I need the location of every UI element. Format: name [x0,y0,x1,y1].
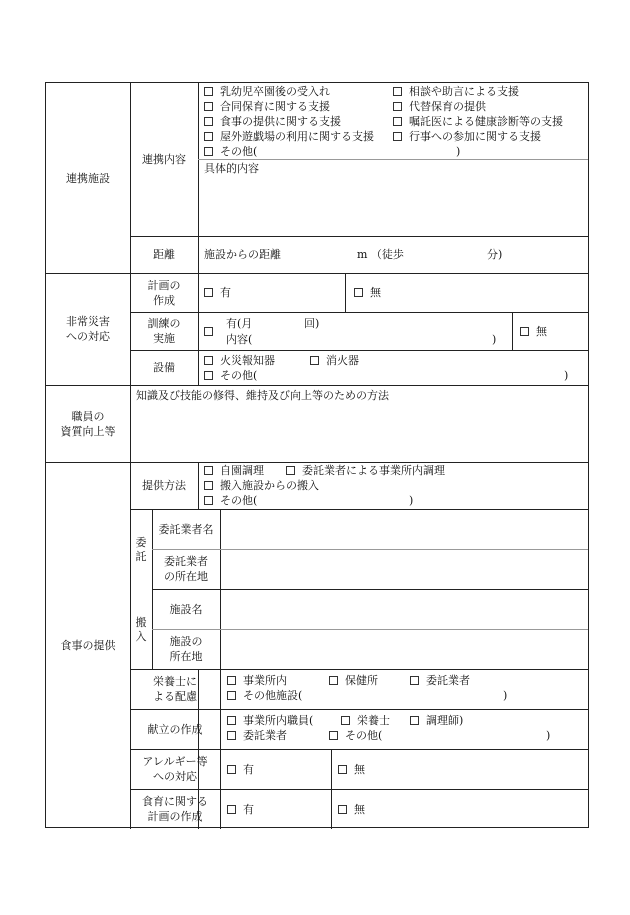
form-table [45,82,589,828]
plan-label: 計画の 作成 [147,278,181,307]
hijo-label: 非常災害 への対応 [66,315,110,343]
grid-line [130,236,588,237]
renkei-item-6[interactable]: 嘱託医による健康診断等の支援 [393,114,563,129]
grid-line [130,312,588,313]
equipment-other-option[interactable]: その他( [204,368,257,383]
grid-line [198,159,588,160]
eiyo-option-3[interactable]: 委託業者 [410,673,470,688]
itaku-location-label: 委託業者 の所在地 [164,555,208,583]
kondate-other-option[interactable]: その他( [329,728,382,743]
kondate-chori-option[interactable]: 調理師) [410,713,463,728]
checkbox-icon [329,676,338,685]
renkei-item-8[interactable]: 行事への参加に関する支援 [393,129,541,144]
shokuiku-label: 食育に関する 計画の作成 [142,795,208,823]
renkei-item-2[interactable]: 相談や助言による支援 [393,84,519,99]
renkei-item-other[interactable]: その他( [204,144,257,159]
grid-line [512,312,513,350]
checkbox-icon [329,731,338,740]
method-other-close: ) [409,494,414,507]
renkei-item-7[interactable]: 屋外遊戯場の利用に関する支援 [204,129,374,144]
allergy-yes-option[interactable]: 有 [227,762,254,777]
grid-line [331,749,332,829]
checkbox-icon [204,288,213,297]
shokuiku-yes-option[interactable]: 有 [227,802,254,817]
training-content: 内容( [226,333,253,346]
checkbox-icon [204,371,213,380]
kondate-label: 献立の作成 [147,722,203,736]
eiyo-option-1[interactable]: 事業所内 [227,673,287,688]
training-no-option[interactable]: 無 [520,324,547,339]
method-option-4[interactable]: その他( [204,493,257,508]
checkbox-icon [393,87,402,96]
renkei-item-4[interactable]: 代替保育の提供 [393,99,486,114]
kondate-staff-option[interactable]: 事業所内職員( [227,713,313,728]
renkei-item-3[interactable]: 合同保育に関する支援 [204,99,330,114]
training-yes-month: 有(月 [226,317,253,330]
renkei-detail-label: 具体的内容 [204,162,259,175]
method-label: 提供方法 [142,479,186,492]
fire-alarm-option[interactable]: 火災報知器 [204,353,275,368]
checkbox-icon [204,356,213,365]
hannyu-location-label: 施設の 所在地 [169,635,203,663]
allergy-no-option[interactable]: 無 [338,762,365,777]
checkbox-icon [204,496,213,505]
checkbox-icon [410,676,419,685]
checkbox-icon [393,102,402,111]
training-label: 訓練の 実施 [147,317,181,345]
checkbox-icon [227,765,236,774]
checkbox-icon [520,327,529,336]
training-yes-checkbox[interactable] [204,324,220,339]
eiyo-other-close: ) [503,689,508,702]
training-content-close: ) [492,333,497,346]
renkei-other-close: ) [456,145,461,158]
renkei-item-5[interactable]: 食事の提供に関する支援 [204,114,341,129]
method-option-2[interactable]: 委託業者による事業所内調理 [286,463,445,478]
kondate-itaku-option[interactable]: 委託業者 [227,728,287,743]
equipment-label: 設備 [153,361,175,374]
shokuin-text: 知識及び技能の修得、維持及び向上等のための方法 [136,389,389,402]
shokuiku-no-option[interactable]: 無 [338,802,365,817]
method-option-3[interactable]: 搬入施設からの搬入 [204,478,319,493]
checkbox-icon [204,102,213,111]
hannyu-name-label: 施設名 [169,602,203,616]
itaku-char-2: 託 [135,550,147,563]
hannyu-char-1: 搬 [135,616,147,629]
method-option-1[interactable]: 自園調理 [204,463,264,478]
eiyo-option-2[interactable]: 保健所 [329,673,378,688]
renkei-item-1[interactable]: 乳幼児卒園後の受入れ [204,84,330,99]
distance-minutes: 分) [487,248,503,261]
checkbox-icon [204,132,213,141]
eiyo-label: 栄養士に よる配慮 [153,675,197,703]
grid-line [198,83,199,385]
grid-line [130,350,588,351]
shokuin-label: 職員の 資質向上等 [60,409,116,438]
renkei-content-label: 連携内容 [142,153,186,166]
checkbox-icon [286,466,295,475]
checkbox-icon [227,691,236,700]
distance-text: 施設からの距離 [204,248,281,261]
checkbox-icon [338,765,347,774]
renkei-label: 連携施設 [66,171,110,185]
extinguisher-option[interactable]: 消火器 [310,353,359,368]
kondate-eiyoshi-option[interactable]: 栄養士 [341,713,390,728]
distance-label: 距離 [153,248,175,261]
checkbox-icon [341,716,350,725]
itaku-name-label: 委託業者名 [158,522,214,536]
checkbox-icon [227,716,236,725]
checkbox-icon [204,466,213,475]
grid-line [345,273,346,312]
training-count: 回) [304,317,320,330]
checkbox-icon [227,805,236,814]
checkbox-icon [204,147,213,156]
plan-no-option[interactable]: 無 [354,285,381,300]
checkbox-icon [410,716,419,725]
checkbox-icon [204,327,213,336]
checkbox-icon [393,117,402,126]
hannyu-char-2: 入 [135,630,147,643]
checkbox-icon [393,132,402,141]
checkbox-icon [354,288,363,297]
grid-line [198,462,199,509]
checkbox-icon [204,87,213,96]
distance-unit: m （徒歩 [357,248,404,261]
checkbox-icon [227,731,236,740]
eiyo-option-other[interactable]: その他施設( [227,688,302,703]
kondate-other-close: ) [546,729,551,742]
equipment-other-close: ) [564,369,569,382]
checkbox-icon [338,805,347,814]
checkbox-icon [204,481,213,490]
shokuji-label: 食事の提供 [60,639,116,652]
itaku-char-1: 委 [135,536,147,549]
plan-yes-option[interactable]: 有 [204,285,231,300]
allergy-label: アレルギー等 への対応 [142,755,208,783]
checkbox-icon [227,676,236,685]
checkbox-icon [204,117,213,126]
checkbox-icon [310,356,319,365]
